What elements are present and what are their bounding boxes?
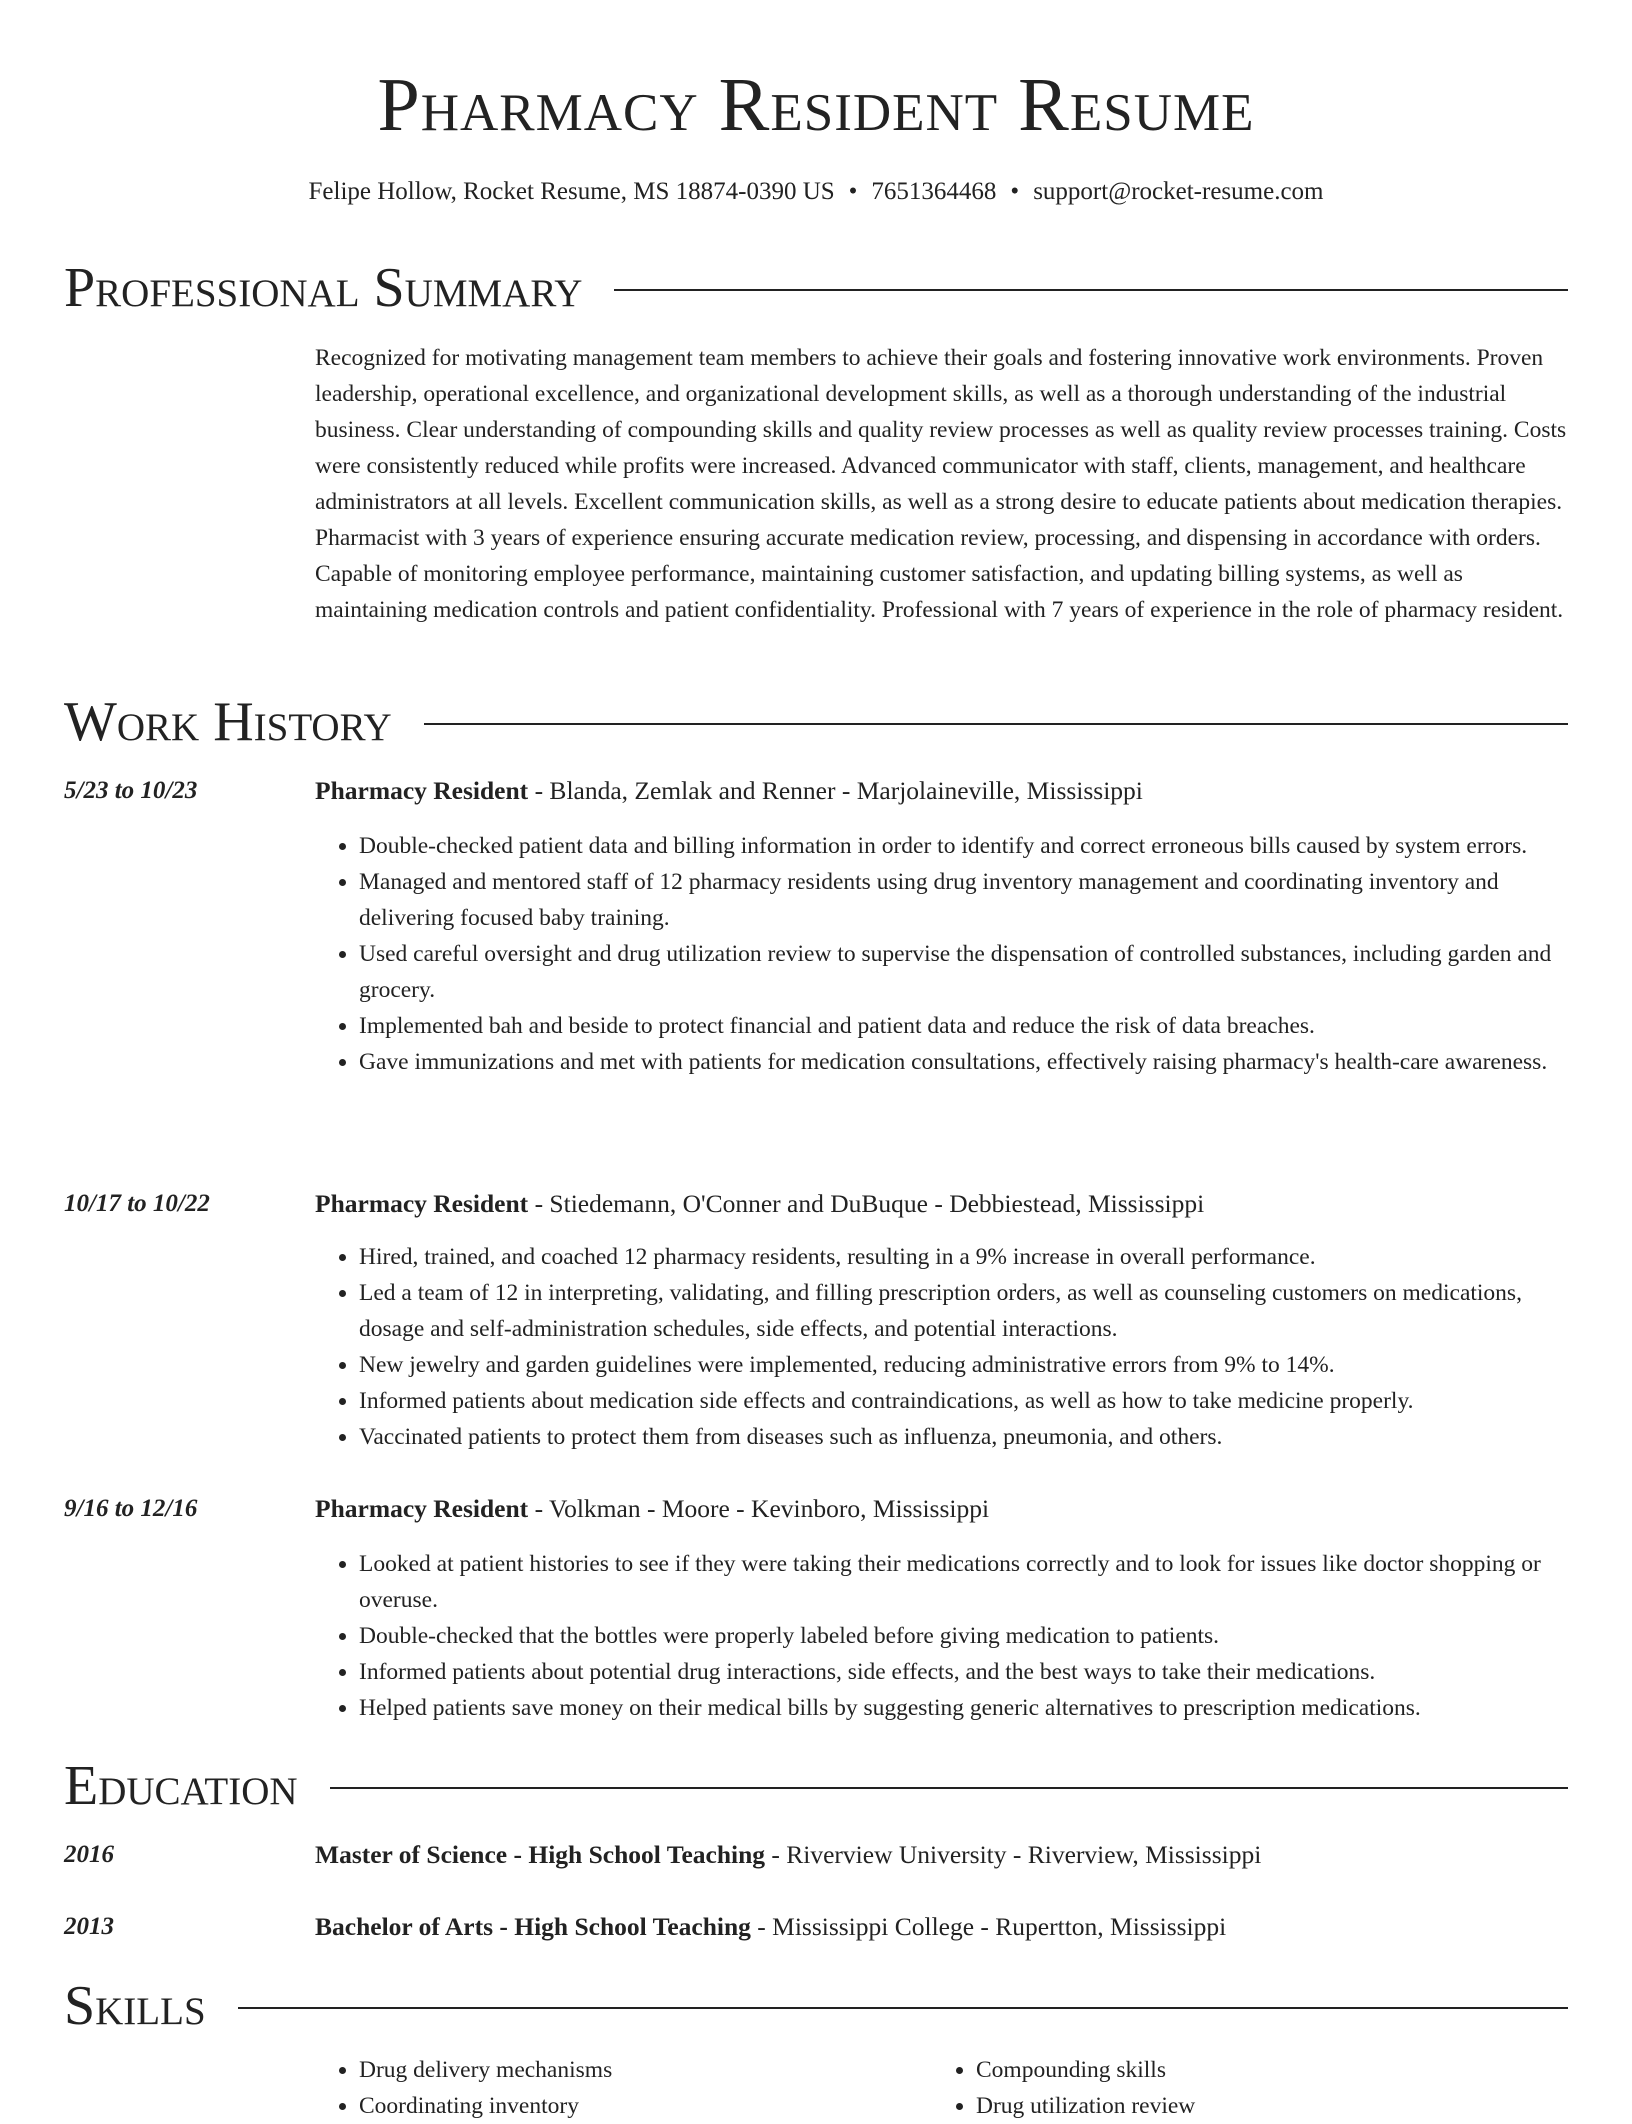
education-heading — [315, 1838, 1261, 1872]
list-item: • Double-checked patient data and billing information in order to identify and correct erroneous bills caused by system errors. — [359, 828, 1568, 864]
list-item: • Managed and mentored staff of 12 pharmacy residents using drug inventory management and coordinating inventory and delivering focused baby training. — [359, 864, 1568, 936]
list-item: • Drug delivery mechanisms — [359, 2052, 932, 2088]
job-role: Pharmacy Resident — [315, 776, 529, 805]
list-item: • Compounding skills — [976, 2052, 1549, 2088]
skills-column-right — [932, 2052, 1549, 2124]
section-professional-summary — [64, 256, 1568, 320]
section-divider — [614, 289, 1568, 291]
job-role: Pharmacy Resident — [315, 1189, 529, 1218]
job-details: - Volkman - Moore - Kevinboro, Mississippi — [528, 1494, 990, 1523]
contact-email: support@rocket-resume.com — [1033, 178, 1324, 205]
list-item: • Informed patients about medication side effects and contraindications, as well as how to take medicine properly. — [359, 1383, 1568, 1419]
list-item: • New jewelry and garden guidelines were implemented, reducing administrative errors from 9% to 14%. — [359, 1347, 1568, 1383]
job-dates: 9/16 to 12/16 — [64, 1495, 198, 1522]
list-item: • Drug utilization review — [976, 2088, 1549, 2124]
job-bullets — [315, 828, 1568, 1080]
education-details: - Riverview University - Riverview, Mississippi — [765, 1840, 1262, 1869]
list-item: • Double-checked that the bottles were properly labeled before giving medication to patients. — [359, 1618, 1568, 1654]
section-work-history — [64, 690, 1568, 754]
education-year: 2013 — [64, 1913, 114, 1940]
job-bullets — [315, 1546, 1568, 1726]
job-heading — [315, 774, 1143, 808]
skills-column-left — [315, 2052, 932, 2124]
education-year: 2016 — [64, 1841, 114, 1868]
job-details: - Blanda, Zemlak and Renner - Marjolaineville, Mississippi — [528, 776, 1143, 805]
contact-separator: • — [848, 178, 858, 205]
job-role: Pharmacy Resident — [315, 1494, 529, 1523]
contact-phone: 7651364468 — [871, 178, 997, 205]
education-heading — [315, 1910, 1226, 1944]
list-item: • Implemented bah and beside to protect financial and patient data and reduce the risk of data breaches. — [359, 1008, 1568, 1044]
job-bullets — [315, 1239, 1568, 1455]
education-degree: Master of Science - High School Teaching — [315, 1840, 766, 1869]
list-item: • Gave immunizations and met with patients for medication consultations, effectively raising pharmacy's health-care awareness. — [359, 1044, 1568, 1080]
contact-separator: • — [1010, 178, 1020, 205]
list-item: • Helped patients save money on their medical bills by suggesting generic alternatives to prescription medications. — [359, 1690, 1568, 1726]
list-item: • Coordinating inventory — [359, 2088, 932, 2124]
skills-list — [315, 2052, 1570, 2124]
section-divider — [330, 1787, 1568, 1789]
list-item: • Informed patients about potential drug interactions, side effects, and the best ways to take their medications. — [359, 1654, 1568, 1690]
section-education — [64, 1754, 1568, 1818]
section-title: Skills — [64, 1975, 206, 2037]
job-heading — [315, 1492, 989, 1526]
contact-line — [0, 176, 1632, 208]
list-item: • Led a team of 12 in interpreting, validating, and filling prescription orders, as well as counseling customers on medications, dosage and self-administration schedules, side effects, and potential interactions. — [359, 1275, 1568, 1347]
job-dates: 10/17 to 10/22 — [64, 1190, 210, 1217]
resume-title: Pharmacy Resident Resume — [377, 63, 1255, 147]
education-degree: Bachelor of Arts - High School Teaching — [315, 1912, 751, 1941]
list-item: • Looked at patient histories to see if they were taking their medications correctly and to look for issues like doctor shopping or overuse. — [359, 1546, 1568, 1618]
contact-address: Felipe Hollow, Rocket Resume, MS 18874-0390 US — [308, 178, 835, 205]
job-dates: 5/23 to 10/23 — [64, 777, 198, 804]
section-title: Professional Summary — [64, 257, 583, 319]
list-item: • Vaccinated patients to protect them from diseases such as influenza, pneumonia, and others. — [359, 1419, 1568, 1455]
job-details: - Stiedemann, O'Conner and DuBuque - Debbiestead, Mississippi — [528, 1189, 1205, 1218]
list-item: • Used careful oversight and drug utilization review to supervise the dispensation of controlled substances, including garden and grocery. — [359, 936, 1568, 1008]
section-title: Education — [64, 1755, 298, 1817]
education-details: - Mississippi College - Rupertton, Mississippi — [750, 1912, 1227, 1941]
summary-text: Recognized for motivating management team members to achieve their goals and fostering innovative work environments. Proven leadership, operational excellence, and organizational development skills, as well as a thorough understanding of the industrial business. Clear understanding of compounding skills and quality review processes as well as quality review processes training. Costs were consistently reduced while profits were increased. Advanced communicator with staff, clients, management, and healthcare administrators at all levels. Excellent communication skills, as well as a strong desire to educate patients about medication therapies. Pharmacist with 3 years of experience ensuring accurate medication review, processing, and dispensing in accordance with orders. Capable of monitoring employee performance, maintaining customer satisfaction, and updating billing systems, as well as maintaining medication controls and patient confidentiality. Professional with 7 years of experience in the role of pharmacy resident. — [315, 345, 1567, 623]
section-divider — [238, 2007, 1568, 2009]
section-skills — [64, 1974, 1568, 2038]
list-item: • Hired, trained, and coached 12 pharmacy residents, resulting in a 9% increase in overall performance. — [359, 1239, 1568, 1275]
section-title: Work History — [64, 691, 392, 753]
section-divider — [424, 723, 1568, 725]
job-heading — [315, 1187, 1204, 1221]
